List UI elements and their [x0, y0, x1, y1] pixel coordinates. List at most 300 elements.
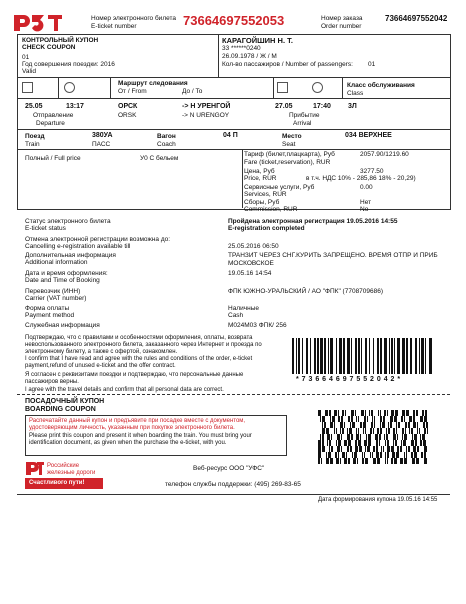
barcode-module — [409, 416, 412, 422]
barcode-module — [344, 458, 347, 464]
barcode-module — [360, 422, 362, 428]
service-info-value: М024М03 ФПК/ 256 — [228, 322, 287, 329]
barcode-module — [365, 446, 366, 452]
boarding-warning-ru: Распечатайте данный купон и предъявите при посадке вместе с документом, удостоверяющим личность, указанным при покупке электронного билета. — [29, 418, 246, 431]
barcode-module — [376, 452, 379, 458]
agreement-en2: I agree with the travel details and confirm that all personal data are correct. — [25, 387, 224, 393]
barcode-module — [408, 446, 410, 452]
barcode-bar — [377, 338, 379, 374]
barcode-module — [336, 458, 339, 464]
booking-label-en: Date and Time of Booking — [25, 277, 100, 284]
barcode-module — [336, 428, 337, 434]
payment-label-ru: Форма оплаты — [25, 305, 70, 312]
booking-value: 19.05.16 14:54 — [228, 270, 272, 277]
barcode-module — [363, 422, 366, 428]
fees-label-en: Commission, RUR — [244, 206, 298, 213]
barcode-module — [330, 458, 333, 464]
payment-value-ru: Наличные — [228, 305, 259, 312]
barcode-module — [390, 422, 392, 428]
passenger-count-label: Кол-во пассажиров / Number of passengers: — [222, 61, 353, 68]
barcode-module — [402, 428, 404, 434]
barcode-module — [413, 422, 416, 428]
coupon-code: 01 — [22, 54, 30, 61]
barcode-module — [344, 440, 347, 446]
barcode-module — [416, 458, 419, 464]
full-price: Полный / Full price — [25, 155, 81, 162]
status-label-ru: Статус электронного билета — [25, 218, 111, 225]
car-label-ru: Вагон — [157, 133, 176, 140]
barcode-module — [342, 452, 345, 458]
barcode-module — [393, 434, 396, 440]
tariff-value: 2057.90/1219.60 — [360, 151, 409, 158]
barcode-module — [404, 452, 405, 458]
passenger-doc: 33 ******0240 — [222, 45, 261, 52]
seat-number: 034 ВЕРХНЕЕ — [345, 132, 392, 139]
barcode-module — [329, 446, 330, 452]
passenger-birth: 26.09.1978 / Ж / M — [222, 53, 277, 60]
slogan: Счастливого пути! — [29, 480, 85, 486]
barcode-module — [334, 410, 337, 416]
barcode-module — [392, 452, 395, 458]
barcode-module — [322, 428, 325, 434]
barcode-module — [424, 446, 427, 452]
to-station-ru: -> Н УРЕНГОЙ — [182, 103, 231, 110]
barcode-module — [380, 452, 382, 458]
barcode-bar — [306, 338, 308, 374]
boarding-title-ru: ПОСАДОЧНЫЙ КУПОН — [25, 398, 105, 405]
barcode-module — [337, 434, 340, 440]
barcode-module — [318, 410, 321, 416]
eticket-label-ru: Номер электронного билета — [91, 15, 177, 22]
barcode-bar — [324, 338, 326, 374]
barcode-module — [328, 452, 331, 458]
barcode-bar — [310, 338, 311, 374]
barcode-module — [386, 428, 387, 434]
carrier-label-ru: Перевозчик (ИНН) — [25, 288, 81, 295]
barcode-module — [397, 434, 398, 440]
barcode-module — [426, 422, 428, 428]
carrier-value: ФПК ЮЖНО-УРАЛЬСКИЙ / АО "ФПК" (7708709686) — [228, 288, 384, 295]
from-station-ru: ОРСК — [118, 103, 138, 110]
info-label-en: Additional information — [25, 259, 88, 266]
agreement-ru: Подтверждаю, что с правилами и особенностями оформления, оплаты, возврата невоспользованного электронного билета, заказанного через Интернет и проезда по электронному билету, а также с офертой, ознакомлен. — [25, 335, 262, 355]
barcode-bar — [320, 338, 323, 374]
barcode-module — [388, 428, 390, 434]
info-label-ru: Дополнительная информация — [25, 252, 116, 259]
barcode-module — [336, 440, 337, 446]
barcode-module — [326, 428, 329, 434]
barcode-module — [350, 422, 351, 428]
barcode-text: * 7 3 6 6 4 6 9 7 5 5 2 0 4 2 * — [296, 376, 401, 383]
class-label-en: Class — [347, 90, 364, 97]
status-label-en: E-ticket status — [25, 225, 66, 232]
clock-icon — [312, 82, 323, 93]
barcode-module — [393, 440, 394, 446]
barcode-bar — [336, 338, 337, 374]
order-label-ru: Номер заказа — [321, 15, 363, 22]
eticket-number: 73664697552053 — [183, 13, 285, 28]
price-label-en: Price, RUR — [244, 175, 277, 182]
barcode-module — [380, 428, 382, 434]
barcode-module — [371, 422, 373, 428]
barcode-module — [422, 434, 425, 440]
coupon-date: Дата формирования купона 19.05.16 14:55 — [318, 497, 438, 503]
barcode-bar — [406, 338, 408, 374]
barcode-module — [424, 458, 427, 464]
barcode-bar — [365, 338, 367, 374]
barcode-module — [359, 446, 362, 452]
barcode-bar — [415, 338, 417, 374]
barcode-bar — [292, 338, 294, 374]
barcode-module — [341, 416, 343, 422]
barcode-module — [364, 452, 365, 458]
barcode-module — [419, 428, 420, 434]
barcode-module — [395, 410, 398, 416]
barcode-bar — [394, 338, 395, 374]
dep-label-ru: Отправление — [33, 112, 74, 119]
barcode-module — [380, 422, 381, 428]
boarding-title-en: BOARDING COUPON — [25, 406, 96, 413]
barcode-module — [350, 446, 352, 452]
barcode-module — [404, 416, 405, 422]
barcode-module — [396, 452, 399, 458]
barcode-module — [356, 434, 359, 440]
barcode-module — [334, 428, 335, 434]
barcode-module — [341, 434, 342, 440]
barcode-module — [388, 422, 389, 428]
status-value-ru: Пройдена электронная регистрация 19.05.2016 14:55 — [228, 218, 398, 225]
barcode-bar — [298, 338, 300, 374]
barcode-module — [332, 416, 335, 422]
train-label-en: Train — [25, 141, 40, 148]
barcode-module — [377, 458, 380, 464]
cancel-label-ru: Отмена электронной регистрации возможна до: — [25, 236, 171, 243]
coupon-title-en: CHECK COUPON — [22, 44, 76, 51]
barcode-module — [367, 416, 368, 422]
barcode-module — [412, 458, 415, 464]
barcode-module — [383, 446, 384, 452]
barcode-module — [357, 458, 358, 464]
barcode-module — [383, 416, 385, 422]
barcode-module — [356, 416, 357, 422]
barcode-module — [322, 440, 324, 446]
barcode-module — [377, 428, 379, 434]
price-label: Цена, Руб — [244, 168, 275, 175]
barcode-module — [374, 422, 375, 428]
barcode-module — [347, 446, 349, 452]
barcode-module — [394, 416, 397, 422]
barcode-module — [345, 410, 346, 416]
barcode-module — [387, 452, 389, 458]
trip-year: Год совершения поездки: 2016 — [22, 61, 115, 68]
barcode-module — [424, 416, 427, 422]
brand-line1: Российские — [47, 463, 80, 469]
barcode-module — [406, 452, 407, 458]
barcode-module — [335, 452, 337, 458]
barcode-module — [390, 416, 393, 422]
ticket-barcode — [292, 338, 432, 374]
barcode-module — [417, 428, 418, 434]
barcode-module — [322, 422, 323, 428]
barcode-module — [325, 410, 328, 416]
barcode-module — [403, 440, 406, 446]
info-value: ТРАНЗИТ ЧЕРЕЗ СНГ.КУРИТЬ ЗАПРЕЩЕНО. ВРЕМЯ ОТПР И ПРИБ МОСКОВСКОЕ — [228, 252, 438, 267]
barcode-module — [346, 452, 347, 458]
web-resource: Веб-ресурс ООО "УФС" — [193, 465, 265, 472]
barcode-module — [338, 440, 341, 446]
barcode-module — [330, 416, 331, 422]
barcode-module — [397, 446, 399, 452]
barcode-module — [396, 428, 397, 434]
barcode-module — [370, 452, 371, 458]
agreement-en: I confirm that I have read and agree with the rules and conditions of the order, e-ticket payment,refund of unused e-ticket and the offer contract. — [25, 356, 253, 369]
barcode-module — [358, 440, 361, 446]
barcode-module — [351, 410, 354, 416]
fees-value-ru: Нет — [360, 199, 372, 206]
barcode-bar — [302, 338, 303, 374]
barcode-module — [385, 440, 386, 446]
barcode-bar — [343, 338, 345, 374]
barcode-module — [420, 434, 421, 440]
barcode-module — [405, 422, 407, 428]
passenger-name: КАРАГОЙШИН Н. Т. — [222, 36, 293, 45]
barcode-module — [379, 440, 380, 446]
barcode-module — [416, 410, 418, 416]
barcode-module — [327, 440, 328, 446]
support-phone: телефон службы поддержки: (495) 269-83-65 — [165, 481, 301, 488]
barcode-bar — [402, 338, 405, 374]
barcode-module — [337, 446, 340, 452]
seat-label-ru: Место — [282, 133, 302, 140]
barcode-module — [396, 422, 397, 428]
car-number: 04 П — [223, 132, 238, 139]
barcode-module — [387, 440, 389, 446]
arr-time: 17:40 — [313, 103, 331, 110]
barcode-bar — [380, 338, 382, 374]
dep-time: 13:17 — [66, 103, 84, 110]
barcode-module — [342, 428, 344, 434]
barcode-bar — [351, 338, 352, 374]
arr-date: 27.05 — [275, 103, 293, 110]
barcode-module — [405, 428, 406, 434]
barcode-module — [378, 410, 379, 416]
barcode-module — [318, 452, 321, 458]
passenger-count: 01 — [368, 61, 376, 68]
barcode-module — [321, 458, 322, 464]
payment-label-en: Payment method — [25, 312, 75, 319]
barcode-module — [424, 452, 426, 458]
barcode-module — [329, 410, 331, 416]
barcode-bar — [369, 338, 370, 374]
barcode-module — [340, 458, 341, 464]
tariff-label-en: Fare (ticket,reservation), RUR — [244, 159, 331, 166]
barcode-bar — [347, 338, 350, 374]
barcode-module — [367, 446, 370, 452]
barcode-module — [365, 410, 366, 416]
barcode-module — [387, 458, 388, 464]
barcode-module — [324, 422, 326, 428]
barcode-module — [372, 416, 373, 422]
barcode-module — [413, 410, 415, 416]
from-label: От / From — [118, 88, 147, 95]
barcode-module — [352, 422, 355, 428]
agreement-ru2: Я согласен с реквизитами поездки и подтверждаю, что персональные данные пассажиров верны. — [25, 372, 244, 385]
barcode-bar — [373, 338, 374, 374]
train-number: 380УА — [92, 132, 113, 139]
barcode-module — [368, 434, 371, 440]
barcode-module — [356, 428, 357, 434]
barcode-module — [402, 410, 405, 416]
barcode-module — [411, 452, 413, 458]
barcode-module — [334, 422, 335, 428]
barcode-module — [364, 440, 367, 446]
arr-label-en: Arrival — [293, 120, 312, 127]
booking-label-ru: Дата и время оформления: — [25, 270, 108, 277]
barcode-bar — [314, 338, 316, 374]
barcode-module — [326, 452, 327, 458]
barcode-module — [362, 458, 364, 464]
barcode-module — [421, 452, 423, 458]
barcode-module — [338, 452, 339, 458]
barcode-bar — [389, 338, 390, 374]
barcode-module — [318, 458, 320, 464]
barcode-module — [320, 416, 321, 422]
barcode-module — [361, 410, 364, 416]
barcode-module — [322, 434, 324, 440]
barcode-module — [373, 458, 376, 464]
barcode-module — [341, 446, 342, 452]
barcode-module — [415, 440, 417, 446]
barcode-module — [326, 458, 329, 464]
boarding-warning-en: Please print this coupon and present it when boarding the train. You must bring your identification document, as given when the purchase the e-ticket, with you. — [29, 433, 252, 446]
barcode-module — [382, 422, 385, 428]
barcode-module — [412, 434, 413, 440]
barcode-module — [340, 422, 343, 428]
barcode-module — [387, 446, 390, 452]
barcode-module — [351, 434, 353, 440]
barcode-module — [387, 410, 388, 416]
arr-label-ru: Прибытие — [289, 112, 320, 119]
barcode-module — [355, 446, 358, 452]
barcode-bar — [355, 338, 357, 374]
barcode-module — [372, 452, 373, 458]
barcode-module — [398, 422, 400, 428]
barcode-module — [365, 428, 366, 434]
barcode-bar — [296, 338, 297, 374]
barcode-module — [406, 446, 407, 452]
barcode-module — [329, 440, 331, 446]
barcode-module — [331, 446, 333, 452]
barcode-module — [347, 434, 350, 440]
barcode-module — [406, 410, 409, 416]
barcode-module — [414, 434, 417, 440]
valid-label: Valid — [22, 68, 36, 75]
barcode-module — [348, 416, 350, 422]
cancel-value: 25.05.2016 06:50 — [228, 243, 279, 250]
barcode-module — [353, 458, 356, 464]
barcode-module — [413, 446, 416, 452]
barcode-module — [394, 458, 397, 464]
coupon-title-ru: КОНТРОЛЬНЫЙ КУПОН — [22, 37, 99, 44]
barcode-module — [364, 416, 366, 422]
barcode-module — [409, 428, 410, 434]
barcode-module — [349, 428, 352, 434]
barcode-module — [427, 428, 428, 434]
barcode-module — [404, 434, 407, 440]
barcode-module — [351, 416, 353, 422]
carrier-label-en: Carrier (VAT number) — [25, 295, 87, 302]
barcode-module — [423, 440, 426, 446]
service-info-label: Служебная информация — [25, 322, 100, 329]
to-station-en: -> N URENGOY — [182, 112, 230, 119]
rzd-logo-icon — [10, 12, 64, 34]
barcode-module — [381, 446, 382, 452]
boarding-barcode — [318, 410, 428, 464]
barcode-module — [373, 428, 374, 434]
barcode-module — [417, 446, 419, 452]
barcode-module — [411, 440, 414, 446]
from-station-en: ORSK — [118, 112, 137, 119]
barcode-module — [318, 440, 321, 446]
seat-label-en: Seat — [282, 141, 296, 148]
train-label-ru: Поезд — [25, 133, 45, 140]
barcode-module — [354, 452, 357, 458]
vat-info: в т.ч. НДС 10% - 285,86 18% - 20,29) — [306, 175, 416, 182]
calendar-icon — [22, 82, 33, 93]
order-label-en: Order number — [321, 23, 362, 30]
barcode-module — [376, 440, 378, 446]
barcode-module — [348, 458, 350, 464]
barcode-module — [352, 452, 353, 458]
barcode-module — [371, 410, 373, 416]
class-label-ru: Класс обслуживания — [347, 82, 415, 89]
barcode-module — [363, 428, 364, 434]
barcode-module — [385, 458, 386, 464]
services-value: 0.00 — [360, 184, 373, 191]
barcode-module — [370, 428, 372, 434]
tariff-label: Тариф (билет,плацкарта), Руб — [244, 151, 335, 158]
eticket-label-en: E-ticket number — [91, 23, 137, 30]
barcode-module — [365, 458, 368, 464]
barcode-module — [413, 416, 415, 422]
barcode-module — [380, 410, 381, 416]
barcode-module — [369, 410, 370, 416]
status-value-en: E-registration completed — [228, 225, 305, 232]
barcode-module — [366, 434, 367, 440]
barcode-module — [340, 428, 341, 434]
linen: У0 С бельем — [140, 155, 179, 162]
rzd-logo-icon — [25, 461, 45, 475]
barcode-module — [327, 434, 330, 440]
barcode-module — [423, 422, 425, 428]
barcode-module — [425, 410, 427, 416]
barcode-module — [420, 416, 423, 422]
barcode-module — [380, 416, 382, 422]
barcode-module — [338, 410, 339, 416]
barcode-module — [322, 446, 325, 452]
to-label: До / To — [182, 88, 203, 95]
barcode-module — [401, 440, 402, 446]
car-label-en: Coach — [157, 141, 176, 148]
barcode-module — [344, 422, 345, 428]
barcode-bar — [358, 338, 360, 374]
barcode-module — [404, 458, 407, 464]
brand-line2: железные дороги — [47, 470, 96, 476]
barcode-bar — [421, 338, 424, 374]
barcode-module — [331, 434, 332, 440]
barcode-bar — [397, 338, 400, 374]
fees-label: Сборы, Руб — [244, 199, 280, 206]
